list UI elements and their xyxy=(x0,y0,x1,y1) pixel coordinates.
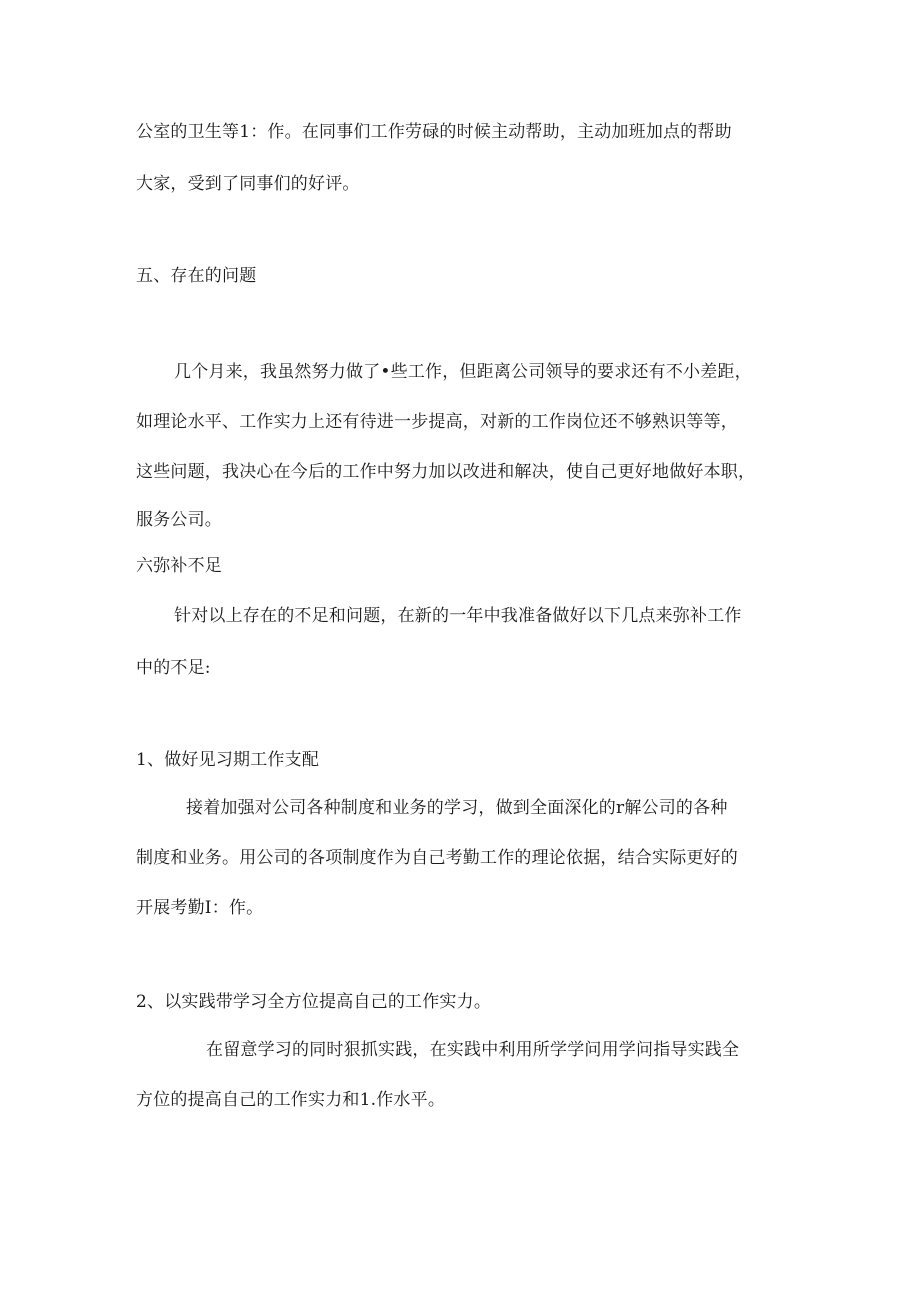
paragraph-line: 中的不足: xyxy=(136,658,211,678)
paragraph-line: 服务公司。 xyxy=(136,510,222,530)
paragraph-line: 方位的提高自己的工作实力和1.作水平。 xyxy=(136,1090,446,1110)
paragraph-line: 大家，受到了同事们的好评。 xyxy=(136,174,360,194)
paragraph-line: 制度和业务。用公司的各项制度作为自己考勤工作的理论依据，结合实际更好的 xyxy=(136,848,738,868)
paragraph-line: 在留意学习的同时狠抓实践，在实践中利用所学学问用学问指导实践全 xyxy=(206,1040,740,1060)
item-heading: 2、以实践带学习全方位提高自己的工作实力。 xyxy=(136,992,492,1012)
paragraph-line: 如理论水平、工作实力上还有待进一步提高，对新的工作岗位还不够熟识等等， xyxy=(136,412,738,432)
paragraph-line: 开展考勤I：作。 xyxy=(136,898,264,918)
paragraph-line: 公室的卫生等1：作。在同事们工作劳碌的时候主动帮助，主动加班加点的帮助 xyxy=(136,122,732,142)
paragraph-line: 接着加强对公司各种制度和业务的学习，做到全面深化的r解公司的各种 xyxy=(186,798,728,818)
paragraph-line: 这些问题，我决心在今后的工作中努力加以改进和解决，使自己更好地做好本职， xyxy=(136,462,756,482)
item-heading: 1、做好见习期工作支配 xyxy=(136,750,320,770)
paragraph-line: 几个月来，我虽然努力做了•些工作，但距离公司领导的要求还有不小差距， xyxy=(174,362,752,382)
section-heading: 六弥补不足 xyxy=(136,556,222,576)
section-heading: 五、存在的问题 xyxy=(136,266,257,286)
paragraph-line: 针对以上存在的不足和问题，在新的一年中我准备做好以下几点来弥补工作 xyxy=(174,606,742,626)
